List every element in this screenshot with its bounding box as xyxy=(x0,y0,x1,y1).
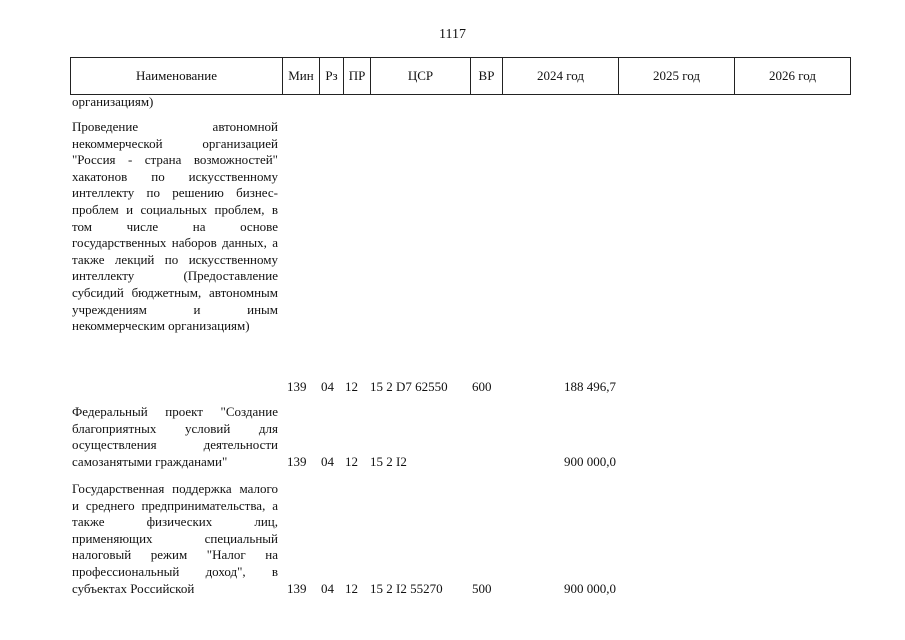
header-name: Наименование xyxy=(71,58,283,95)
row-2024: 900 000,0 xyxy=(564,581,616,596)
table-header xyxy=(70,57,851,95)
header-vr: ВР xyxy=(471,58,503,95)
header-2024: 2024 год xyxy=(503,58,619,95)
row-name: организациям) xyxy=(72,94,154,109)
header-2025: 2025 год xyxy=(619,58,735,95)
row-rz: 04 xyxy=(321,581,334,596)
row-vr: 500 xyxy=(472,581,492,596)
row-pr: 12 xyxy=(345,454,358,469)
row-min: 139 xyxy=(287,581,307,596)
row-csr: 15 2 D7 62550 xyxy=(370,379,448,394)
row-csr: 15 2 I2 xyxy=(370,454,407,469)
row-2024: 188 496,7 xyxy=(564,379,616,394)
row-name: Государственная поддержка малого и среднего предпринимательства, а также физических лиц, применяющих специальный налоговый режим "Налог на профессиональный доход", в субъектах Российской xyxy=(72,481,278,596)
row-min: 139 xyxy=(287,379,307,394)
header-pr: ПР xyxy=(344,58,371,95)
header-rz: Рз xyxy=(320,58,344,95)
page-number: 1117 xyxy=(439,27,466,42)
row-name: Проведение автономной некоммерческой организацией "Россия - страна возможностей" хакатонов по искусственному интеллекту по решению бизнес-проблем и социальных проблем, в том числе на основе государственных наборов данных, а также лекций по искусственному интеллекту (Предоставление субсидий бюджетным, автономным учреждениям и иным некоммерческим организациям) xyxy=(72,119,278,334)
row-min: 139 xyxy=(287,454,307,469)
row-csr: 15 2 I2 55270 xyxy=(370,581,443,596)
row-rz: 04 xyxy=(321,379,334,394)
row-name: Федеральный проект "Создание благоприятных условий для осуществления деятельности самозанятыми гражданами" xyxy=(72,404,278,469)
row-rz: 04 xyxy=(321,454,334,469)
row-pr: 12 xyxy=(345,379,358,394)
row-2024: 900 000,0 xyxy=(564,454,616,469)
header-2026: 2026 год xyxy=(735,58,851,95)
header-csr: ЦСР xyxy=(371,58,471,95)
row-vr: 600 xyxy=(472,379,492,394)
header-min: Мин xyxy=(283,58,320,95)
row-pr: 12 xyxy=(345,581,358,596)
